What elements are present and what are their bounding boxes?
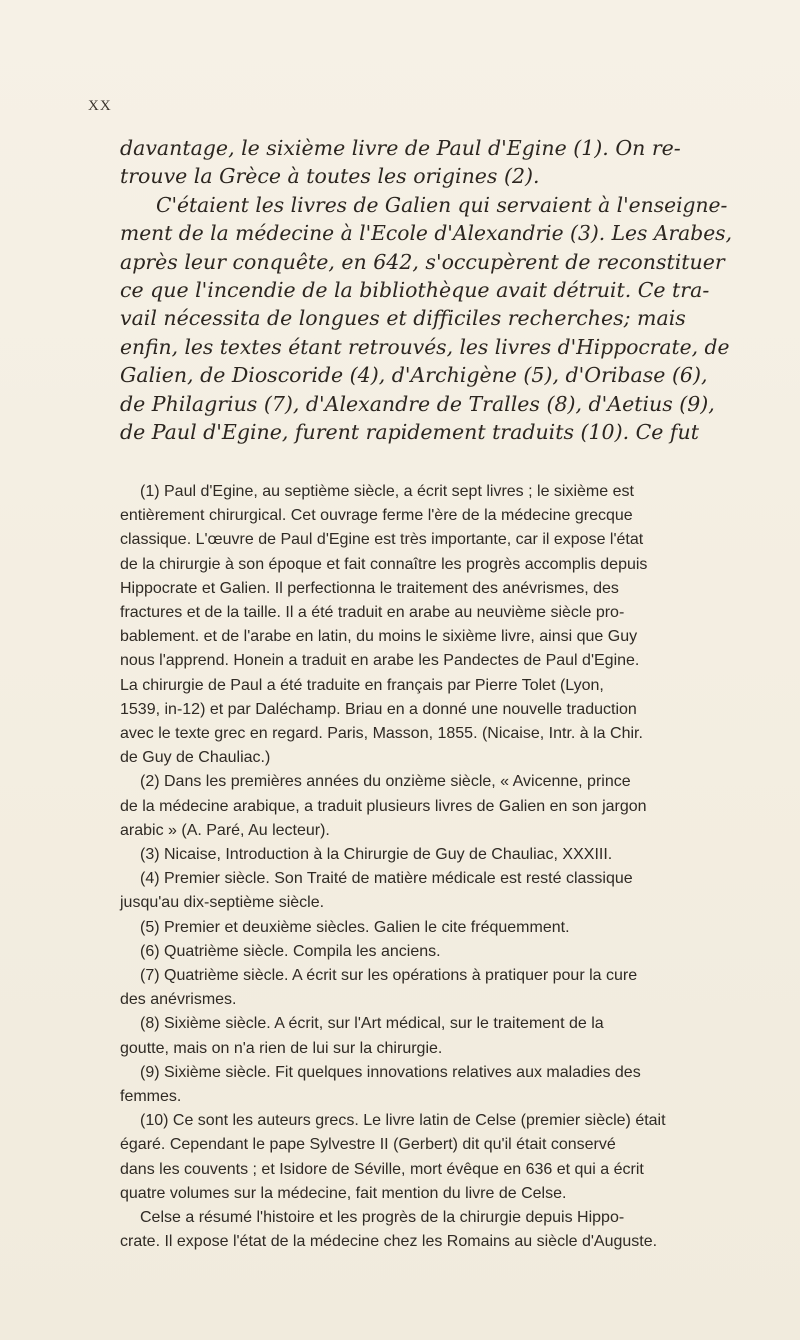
page-number: XX (88, 98, 112, 114)
main-text-line: C'étaient les livres de Galien qui servaient à l'enseigne- (156, 192, 728, 217)
footnote-line: Hippocrate et Galien. Il perfectionna le traitement des anévrismes, des (120, 579, 619, 597)
footnote-line: (10) Ce sont les auteurs grecs. Le livre latin de Celse (premier siècle) était (140, 1112, 666, 1130)
footnote-line: dans les couvents ; et Isidore de Séville, mort évêque en 636 et qui a écrit (120, 1160, 644, 1178)
footnote-line: égaré. Cependant le pape Sylvestre II (Gerbert) dit qu'il était conservé (120, 1136, 616, 1154)
footnote-line: (7) Quatrième siècle. A écrit sur les opérations à pratiquer pour la cure (140, 967, 638, 985)
footnote-line: fractures et de la taille. Il a été traduit en arabe au neuvième siècle pro- (120, 604, 625, 622)
main-text-line: ce que l'incendie de la bibliothèque avait détruit. Ce tra- (120, 278, 710, 303)
main-text (120, 134, 732, 446)
footnote-line: (4) Premier siècle. Son Traité de matière médicale est resté classique (140, 870, 633, 888)
main-text-line: trouve la Grèce à toutes les origines (2). (120, 164, 540, 189)
footnote-line: quatre volumes sur la médecine, fait mention du livre de Celse. (120, 1184, 567, 1202)
footnote-line: (9) Sixième siècle. Fit quelques innovations relatives aux maladies des (140, 1063, 641, 1081)
footnote-line: 1539, in-12) et par Daléchamp. Briau en a donné une nouvelle traduction (120, 700, 637, 718)
footnote-line: arabic » (A. Paré, Au lecteur). (120, 821, 330, 839)
footnote-line: goutte, mais on n'a rien de lui sur la chirurgie. (120, 1039, 443, 1057)
footnote-line: femmes. (120, 1088, 182, 1106)
main-text-line: de Philagrius (7), d'Alexandre de Tralles (8), d'Aetius (9), (120, 391, 715, 416)
footnotes (120, 480, 732, 1255)
footnote-line: La chirurgie de Paul a été traduite en français par Pierre Tolet (Lyon, (120, 676, 604, 694)
footnote-line: de Guy de Chauliac.) (120, 749, 271, 767)
footnote-line: crate. Il expose l'état de la médecine chez les Romains au siècle d'Auguste. (120, 1233, 658, 1251)
footnote-line: (3) Nicaise, Introduction à la Chirurgie de Guy de Chauliac, XXXIII. (140, 846, 613, 864)
footnote-line: de la médecine arabique, a traduit plusieurs livres de Galien en son jargon (120, 797, 647, 815)
footnote-line: (8) Sixième siècle. A écrit, sur l'Art médical, sur le traitement de la (140, 1015, 604, 1033)
main-text-line: davantage, le sixième livre de Paul d'Egine (1). On re- (120, 136, 681, 160)
footnote-line: bablement. et de l'arabe en latin, du moins le sixième livre, ainsi que Guy (120, 628, 638, 646)
footnote-line: avec le texte grec en regard. Paris, Masson, 1855. (Nicaise, Intr. à la Chir. (120, 725, 643, 743)
main-text-line: de Paul d'Egine, furent rapidement traduits (10). Ce fut (120, 420, 699, 445)
footnote-line: (5) Premier et deuxième siècles. Galien le cite fréquemment. (140, 918, 570, 936)
main-text-line: ment de la médecine à l'Ecole d'Alexandrie (3). Les Arabes, (120, 221, 733, 246)
footnote-line: des anévrismes. (120, 991, 237, 1009)
main-text-line: Galien, de Dioscoride (4), d'Archigène (5), d'Oribase (6), (120, 363, 708, 388)
footnote-line: entièrement chirurgical. Cet ouvrage ferme l'ère de la médecine grecque (120, 507, 633, 525)
main-text-line: après leur conquête, en 642, s'occupèrent de reconstituer (120, 249, 725, 274)
footnote-line: de la chirurgie à son époque et fait connaître les progrès accomplis depuis (120, 555, 648, 573)
footnote-line: Celse a résumé l'histoire et les progrès de la chirurgie depuis Hippo- (140, 1209, 625, 1227)
footnote-line: (6) Quatrième siècle. Compila les anciens. (140, 942, 441, 960)
footnote-line: jusqu'au dix-septième siècle. (120, 894, 325, 912)
footnote-line: (1) Paul d'Egine, au septième siècle, a écrit sept livres ; le sixième est (140, 483, 634, 500)
main-text-line: vail nécessita de longues et difficiles recherches; mais (120, 306, 686, 331)
main-text-line: enfin, les textes étant retrouvés, les livres d'Hippocrate, de (120, 334, 730, 359)
footnote-line: classique. L'œuvre de Paul d'Egine est très importante, car il expose l'état (120, 531, 644, 549)
footnote-line: (2) Dans les premières années du onzième siècle, « Avicenne, prince (140, 773, 631, 791)
footnote-line: nous l'apprend. Honein a traduit en arabe les Pandectes de Paul d'Egine. (120, 652, 640, 670)
